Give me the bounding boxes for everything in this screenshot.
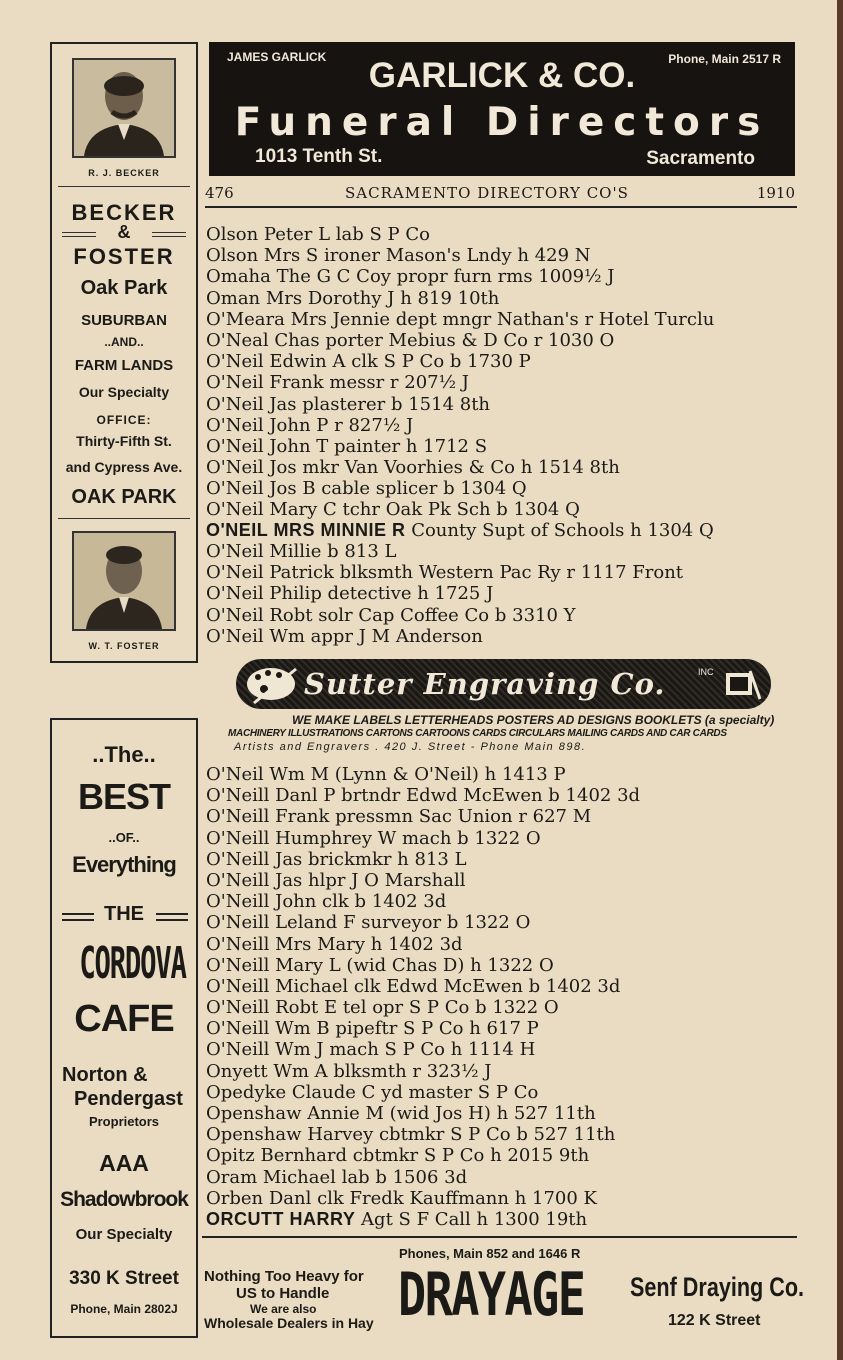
office-line-1: Thirty-Fifth St.: [76, 433, 172, 449]
and-text: ..AND..: [104, 335, 144, 349]
dray-slogan-4: Wholesale Dealers in Hay: [204, 1315, 374, 1331]
directory-entry: Opedyke Claude C yd master S P Co: [206, 1081, 539, 1103]
portrait-becker-image: [74, 60, 174, 156]
directory-entry: O'Neil Mary C tchr Oak Pk Sch b 1304 Q: [206, 499, 580, 521]
directory-entry: Openshaw Harvey cbtmkr S P Co b 527 11th: [206, 1124, 616, 1146]
entry-minnie: [206, 520, 806, 541]
page-number: 476: [205, 184, 234, 202]
directory-entry: O'Neill Jas hlpr J O Marshall: [206, 869, 466, 891]
owner-name: JAMES GARLICK: [227, 50, 327, 64]
directory-entry: O'Neill Robt E tel opr S P Co b 1322 O: [206, 997, 559, 1019]
dray-address: 122 K Street: [668, 1312, 761, 1329]
header-phone: Phone, Main 2517 R: [668, 52, 781, 66]
cafe-phone: Phone, Main 2802J: [70, 1302, 178, 1316]
directory-entry: O'Neill Jas brickmkr h 813 L: [206, 848, 467, 870]
directory-entries-mid: [206, 541, 806, 647]
entry-orcutt-detail: Agt S F Call h 1300 19th: [355, 1209, 588, 1230]
directory-entry: O'Neil Wm appr J M Anderson: [206, 625, 483, 647]
directory-entry: O'Neill Humphrey W mach b 1322 O: [206, 827, 541, 849]
portrait-foster-caption: W. T. FOSTER: [88, 641, 160, 651]
best-text: BEST: [77, 776, 170, 817]
engraving-line-1: WE MAKE LABELS LETTERHEADS POSTERS AD DESIGNS BOOKLETS (a specialty): [292, 713, 775, 727]
suburban: SUBURBAN: [81, 312, 167, 329]
divider: [58, 518, 190, 519]
cordova-cafe-ad: [50, 718, 198, 1338]
office-line-2: and Cypress Ave.: [65, 459, 183, 475]
engraving-ad: [228, 655, 780, 755]
year: 1910: [756, 184, 795, 202]
engraving-inc: INC: [698, 667, 714, 677]
dray-slogan-3: We are also: [250, 1302, 317, 1316]
directory-title: SACRAMENTO DIRECTORY CO'S: [345, 184, 629, 202]
portrait-becker-caption: R. J. BECKER: [88, 168, 160, 178]
portrait-becker: [72, 58, 176, 158]
dray-company: Senf Draying Co.: [630, 1272, 805, 1302]
directory-entry: O'Neil Millie b 813 L: [206, 541, 397, 562]
business-title: Funeral Directors: [234, 100, 770, 145]
company-name: GARLICK & CO.: [368, 56, 636, 95]
portrait-foster: [72, 531, 176, 631]
becker-foster-ad: [50, 42, 198, 663]
our-specialty: Our Specialty: [78, 384, 170, 400]
header-city: Sacramento: [646, 148, 755, 169]
directory-entry: O'Neil Jos mkr Van Voorhies & Co h 1514 8th: [206, 457, 620, 479]
directory-entry: O'Neil Philip detective h 1725 J: [206, 583, 494, 605]
directory-entry: O'Neill Danl P brtndr Edwd McEwen b 1402 3d: [206, 785, 641, 807]
directory-entry: O'Neill Michael clk Edwd McEwen b 1402 3d: [206, 975, 621, 997]
proprietors: Proprietors: [88, 1114, 160, 1129]
directory-entry: O'Neil John T painter h 1712 S: [206, 435, 488, 457]
directory-entry: Olson Mrs S ironer Mason's Lndy h 429 N: [206, 245, 591, 267]
entry-orcutt: [206, 1209, 806, 1230]
becker-name: BECKER: [71, 200, 177, 225]
of-text: ..OF..: [108, 830, 140, 845]
oak-park-caps: OAK PARK: [71, 486, 177, 508]
directory-entry-bold-2: [206, 1209, 806, 1230]
cordova-name: CORDOVA: [79, 938, 186, 989]
entry-minnie-name: O'NEIL MRS MINNIE R: [206, 520, 406, 540]
directory-entry: O'Neill Leland F surveyor b 1322 O: [206, 912, 531, 934]
engraving-banner: [236, 659, 771, 709]
the-text: ..The..: [92, 742, 156, 767]
directory-entry: O'Neil Patrick blksmth Western Pac Ry r 1117 Front: [206, 562, 684, 584]
directory-entries-top: [206, 224, 806, 521]
directory-entry: O'Neil Edwin A clk S P Co b 1730 P: [206, 351, 531, 373]
header-rule: [205, 206, 797, 208]
cafe-street: 330 K Street: [69, 1268, 179, 1289]
entry-minnie-detail: County Supt of Schools h 1304 Q: [405, 520, 714, 541]
directory-entry: Openshaw Annie M (wid Jos H) h 527 11th: [206, 1103, 596, 1124]
page-edge: [837, 0, 843, 1360]
aaa-brand: AAA: [99, 1150, 149, 1176]
directory-entry: O'Neil Robt solr Cap Coffee Co b 3310 Y: [206, 604, 576, 626]
the-caps: THE: [104, 903, 144, 925]
oak-park-title: Oak Park: [80, 277, 168, 299]
dray-slogan-2: US to Handle: [236, 1285, 330, 1302]
drayage-ad: [202, 1236, 805, 1340]
directory-entry: O'Neil Jas plasterer b 1514 8th: [206, 393, 491, 415]
dray-slogan-1: Nothing Too Heavy for: [204, 1268, 364, 1285]
directory-entry: O'Neil Wm M (Lynn & O'Neil) h 1413 P: [206, 764, 566, 785]
engraving-line-2: MACHINERY ILLUSTRATIONS CARTONS CARTOONS CARDS CIRCULARS MAILING CARDS AND CAR CARDS: [228, 728, 727, 739]
shadowbrook: Shadowbrook: [60, 1188, 188, 1211]
directory-entry: Onyett Wm A blksmth r 323½ J: [206, 1060, 492, 1082]
directory-entry: Opitz Bernhard cbtmkr S P Co h 2015 9th: [206, 1145, 590, 1167]
directory-entry: O'Neill John clk b 1402 3d: [206, 891, 447, 913]
directory-entry: Olson Peter L lab S P Co: [206, 224, 430, 245]
directory-entries-bottom: [206, 764, 806, 1209]
directory-entry: Orben Danl clk Fredk Kauffmann h 1700 K: [206, 1187, 598, 1209]
ampersand: &: [117, 222, 131, 242]
engraving-line-3: Artists and Engravers . 420 J. Street - Phone Main 898.: [234, 741, 587, 753]
engraving-company-name: Sutter Engraving Co.: [304, 667, 666, 701]
directory-entry: O'Neill Mrs Mary h 1402 3d: [206, 933, 463, 955]
foster-name: FOSTER: [73, 244, 175, 269]
divider: [58, 186, 190, 187]
cafe-text: CAFE: [74, 998, 174, 1040]
directory-entry: O'Neill Wm J mach S P Co h 1114 H: [206, 1039, 536, 1061]
dray-phones: Phones, Main 852 and 1646 R: [399, 1246, 581, 1261]
owners-2: Pendergast: [74, 1088, 183, 1110]
office-label: OFFICE:: [96, 413, 152, 427]
portrait-foster-image: [74, 533, 174, 629]
directory-entry: Oram Michael lab b 1506 3d: [206, 1166, 468, 1188]
directory-entry: O'Neil Frank messr r 207½ J: [206, 372, 469, 394]
directory-entry: O'Neil John P r 827½ J: [206, 414, 414, 436]
engraving-tool-icon: [722, 669, 762, 701]
cordova-specialty: Our Specialty: [75, 1226, 173, 1243]
directory-entry: O'Neill Frank pressmn Sac Union r 627 M: [206, 806, 592, 828]
everything-text: Everything: [72, 852, 176, 877]
entry-orcutt-name: ORCUTT HARRY: [206, 1209, 356, 1229]
directory-entry-bold: [206, 520, 806, 541]
owners-1: Norton &: [62, 1064, 148, 1086]
directory-entry: O'Neill Mary L (wid Chas D) h 1322 O: [206, 954, 554, 976]
directory-entry: O'Meara Mrs Jennie dept mngr Nathan's r Hotel Turclu: [206, 308, 715, 330]
funeral-directors-ad: [209, 42, 795, 176]
palette-icon: [244, 663, 298, 705]
farm-lands: FARM LANDS: [74, 357, 174, 374]
directory-entry: Omaha The G C Coy propr furn rms 1009½ J: [206, 266, 615, 288]
directory-entry: O'Neal Chas porter Mebius & D Co r 1030 O: [206, 329, 615, 351]
directory-entry: O'Neill Wm B pipeftr S P Co h 617 P: [206, 1018, 539, 1040]
header-address: 1013 Tenth St.: [255, 146, 383, 167]
directory-entry: O'Neil Jos B cable splicer b 1304 Q: [206, 478, 527, 500]
directory-entry: Oman Mrs Dorothy J h 819 10th: [206, 287, 500, 309]
drayage-headline: DRAYAGE: [398, 1260, 585, 1330]
